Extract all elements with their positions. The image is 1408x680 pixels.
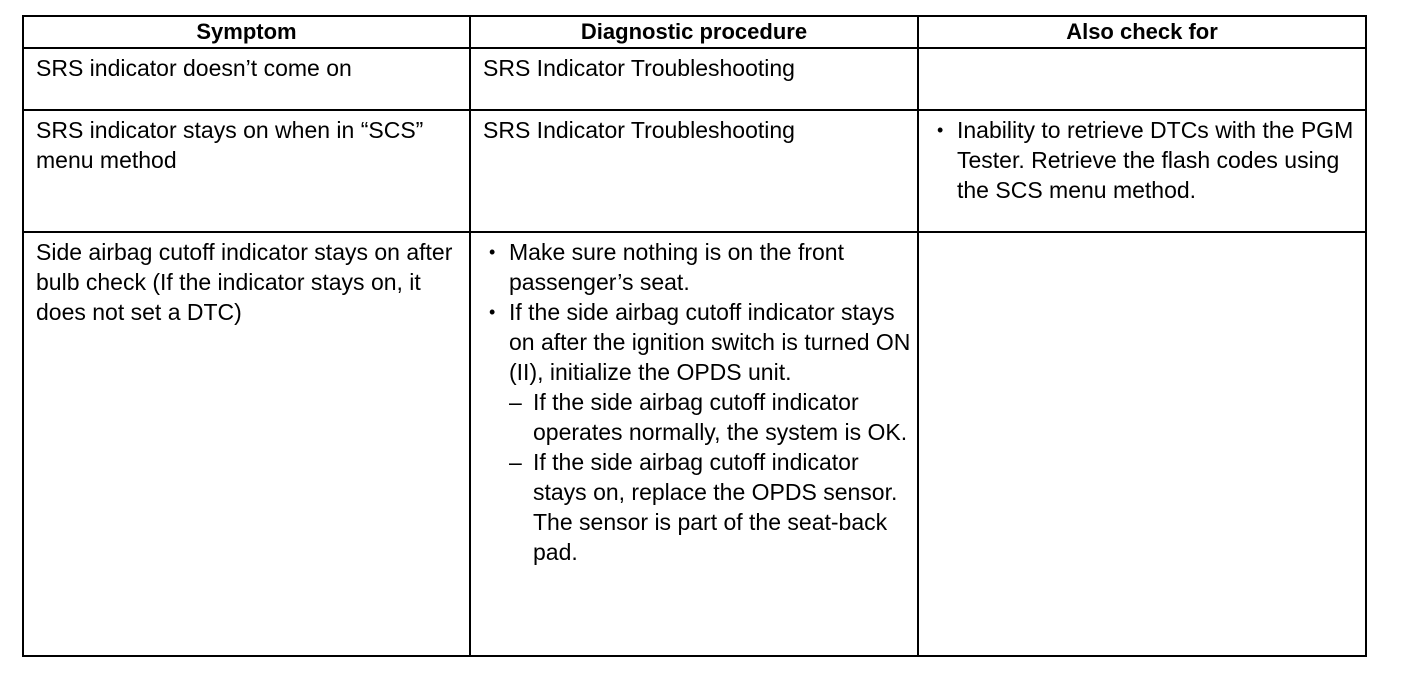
- procedure-subitem: – If the side airbag cutoff indicator operates normally, the system is OK.: [509, 387, 913, 447]
- also-check-cell: [918, 48, 1366, 110]
- procedure-bullet: [483, 297, 913, 567]
- symptom-cell: Side airbag cutoff indicator stays on after bulb check (If the indicator stays on, it does not set a DTC): [23, 232, 470, 656]
- also-check-list: [931, 115, 1357, 205]
- procedure-subitem-text: – If the side airbag cutoff indicator stays on, replace the OPDS sensor.: [533, 449, 898, 505]
- also-check-cell: [918, 232, 1366, 656]
- procedure-subitem: [509, 447, 913, 567]
- procedure-bullet-text: Make sure nothing is on the front passenger’s seat.: [509, 239, 844, 295]
- procedure-note: The sensor is part of the seat-back pad.: [533, 509, 888, 565]
- also-check-cell: [918, 110, 1366, 232]
- procedure-cell: SRS Indicator Troubleshooting: [470, 110, 918, 232]
- procedure-sublist: [509, 387, 913, 567]
- procedure-bullet: [483, 237, 913, 297]
- header-symptom: Symptom: [23, 16, 470, 48]
- procedure-list: [483, 237, 913, 567]
- header-diagnostic-procedure: Diagnostic procedure: [470, 16, 918, 48]
- procedure-cell: SRS Indicator Troubleshooting: [470, 48, 918, 110]
- table-row: [23, 48, 1366, 110]
- also-check-item: • Inability to retrieve DTCs with the PGM Tester. Retrieve the flash codes using the SCS menu method.: [931, 115, 1357, 205]
- troubleshooting-table: [22, 15, 1367, 657]
- symptom-cell: SRS indicator doesn’t come on: [23, 48, 470, 110]
- procedure-bullet-text: If the side airbag cutoff indicator stays on after the ignition switch is turned ON (II), initialize the OPDS unit.: [509, 299, 911, 385]
- table-header-row: [23, 16, 1366, 48]
- table-row: [23, 110, 1366, 232]
- header-also-check-for: Also check for: [918, 16, 1366, 48]
- procedure-cell: [470, 232, 918, 656]
- symptom-cell: SRS indicator stays on when in “SCS” menu method: [23, 110, 470, 232]
- table-row: [23, 232, 1366, 656]
